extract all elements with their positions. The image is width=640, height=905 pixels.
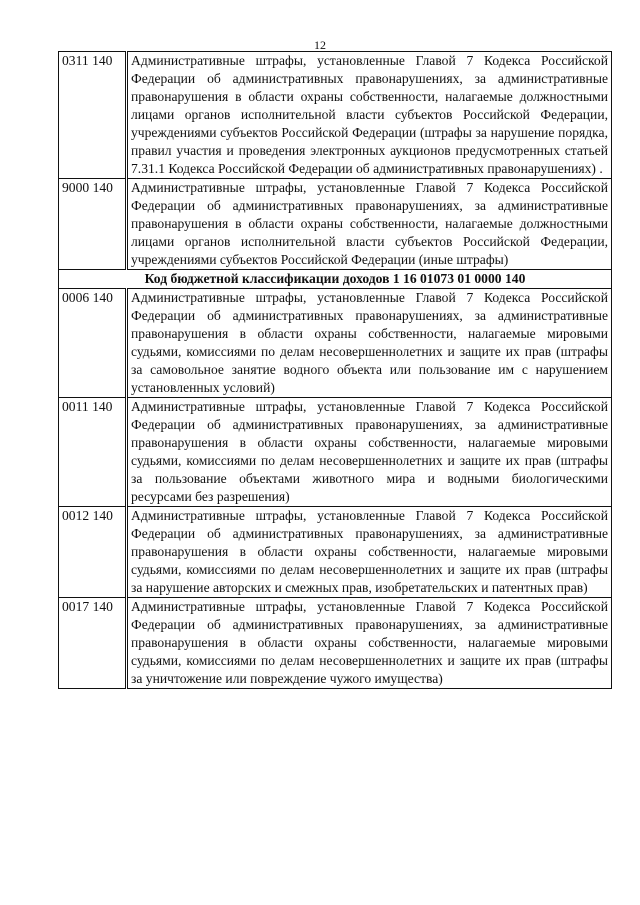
table-row <box>59 289 612 398</box>
code-cell: 0012 140 <box>59 507 127 598</box>
table-row <box>59 179 612 270</box>
table-row <box>59 507 612 598</box>
description-cell: Административные штрафы, установленные Главой 7 Кодекса Российской Федерации об административных правонарушениях, за административные правонарушения в области охраны собственности, налагаемые мировыми судьями, комиссиями по делам несовершеннолетних и защите их прав (штрафы за нарушение авторских и смежных прав, изобретательских и патентных прав) <box>127 507 612 598</box>
table-row <box>59 52 612 179</box>
code-cell: 0006 140 <box>59 289 127 398</box>
description-cell: Административные штрафы, установленные Главой 7 Кодекса Российской Федерации об административных правонарушениях, за административные правонарушения в области охраны собственности, налагаемые должностными лицами органов исполнительной власти субъектов Российской Федерации, учреждениями субъектов Российской Федерации (иные штрафы) <box>127 179 612 270</box>
description-cell: Административные штрафы, установленные Главой 7 Кодекса Российской Федерации об административных правонарушениях, за административные правонарушения в области охраны собственности, налагаемые мировыми судьями, комиссиями по делам несовершеннолетних и защите их прав (штрафы за уничтожение или повреждение чужого имущества) <box>127 598 612 689</box>
description-cell: Административные штрафы, установленные Главой 7 Кодекса Российской Федерации об административных правонарушениях, за административные правонарушения в области охраны собственности, налагаемые мировыми судьями, комиссиями по делам несовершеннолетних и защите их прав (штрафы за самовольное занятие водного объекта или пользование им с нарушением установленных условий) <box>127 289 612 398</box>
description-cell: Административные штрафы, установленные Главой 7 Кодекса Российской Федерации об административных правонарушениях, за административные правонарушения в области охраны собственности, налагаемые мировыми судьями, комиссиями по делам несовершеннолетних и защите их прав (штрафы за пользование объектами животного мира и водными биологическими ресурсами без разрешения) <box>127 398 612 507</box>
section-header-row <box>59 270 612 289</box>
page-number: 12 <box>314 38 326 52</box>
code-cell: 0311 140 <box>59 52 127 179</box>
code-cell: 9000 140 <box>59 179 127 270</box>
description-cell: Административные штрафы, установленные Главой 7 Кодекса Российской Федерации об административных правонарушениях, за административные правонарушения в области охраны собственности, налагаемые должностными лицами органов исполнительной власти субъектов Российской Федерации, учреждениями субъектов Российской Федерации (штрафы за нарушение порядка, правил участия и проведения электронных аукционов предусмотренных статьей 7.31.1 Кодекса Российской Федерации об административных правонарушениях) . <box>127 52 612 179</box>
code-cell: 0011 140 <box>59 398 127 507</box>
code-cell: 0017 140 <box>59 598 127 689</box>
table-row <box>59 398 612 507</box>
table-row <box>59 598 612 689</box>
budget-classification-table <box>58 51 612 689</box>
section-header: Код бюджетной классификации доходов 1 16 01073 01 0000 140 <box>59 270 612 289</box>
